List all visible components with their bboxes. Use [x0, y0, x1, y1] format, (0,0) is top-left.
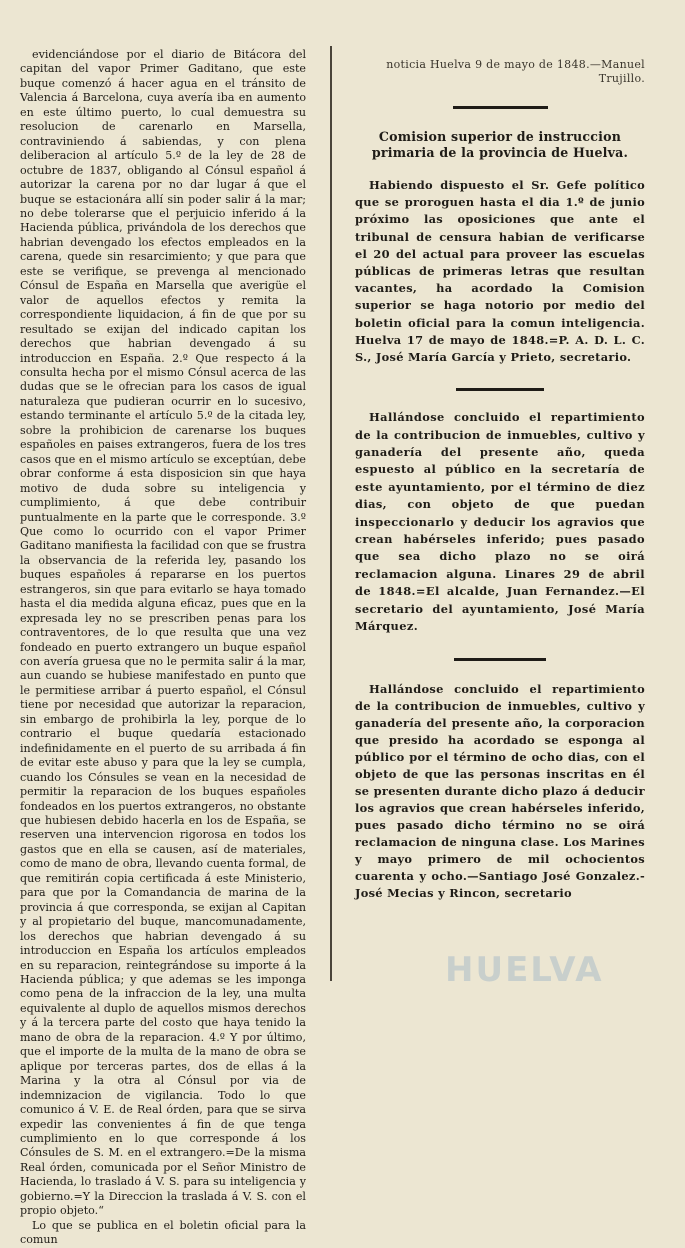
left-column-closing-line: Lo que se publica en el boletin oficial para la comun [20, 1218, 306, 1247]
section-rule [456, 388, 544, 391]
notice-heading: Comision superior de instruccion primaria de la provincia de Huelva. [371, 129, 629, 160]
left-column-paragraph: evidenciándose por el diario de Bitácora del capitan del vapor Primer Gaditano, que este buque comenzó á hacer agua en el tránsito de Valencia á Barcelona, cuya avería iba en aumento en este último puerto, lo cual demuestra su resolucion de carenarlo en Marsella, contraviniendo á sabiendas, y con plena deliberacion al artículo 5.º de la ley de 28 de octubre de 1837, obligando al Cónsul español á autorizar la carena por no dar lugar á que el buque se estacionára allí sin poder salir á la mar; no debe tolerarse que el perjuicio inferido á la Hacienda pública, privándola de los derechos que habrian devengado los efectos empleados en la carena, quede sin resarcimiento; y que para que este se verifique, se prevenga al mencionado Cónsul de España en Marsella que averigüe el valor de aquellos efectos y remita la correspondiente liquidacion, á fin de que por su resultado se exijan del indicado capitan los derechos que habrian devengado á su introduccion en España. 2.º Que respecto á la consulta hecha por el mismo Cónsul acerca de las dudas que se le ofrecian para los casos de igual naturaleza que pudieran ocurrir en lo sucesivo, estando terminante el artículo 5.º de la citada ley, sobre la prohibicion de carenarse los buques españoles en paises extrangeros, fuera de los tres casos que en el mismo artículo se exceptúan, debe obrar conforme á esta disposicion sin que haya motivo de duda sobre su inteligencia y cumplimiento, á que debe contribuir puntualmente en la parte que le corresponde. 3.º Que como lo ocurrido con el vapor Primer Gaditano manifiesta la facilidad con que se frustra la observancia de la referida ley, pasando los buques españoles á repararse en los puertos estrangeros, sin que para evitarlo se haya tomado hasta el dia medida alguna eficaz, pues que en la expresada ley no se prescriben penas para los contraventores, de lo que resulta que una vez fondeado en puerto extrangero un buque español con avería gruesa que no le permita salir á la mar, aun cuando se hubiese manifestado en punto que le permitiese arribar á puerto español, el Cónsul tiene por necesidad que autorizar la reparacion, sin embargo de prohibirla la ley, porque de lo contrario el buque quedaría estacionado indefinidamente en el puerto de su arribada á fin de evitar este abuso y para que la ley se cumpla, cuando los Cónsules se vean en la necesidad de permitir la reparacion de los buques españoles fondeados en los puertos extrangeros, no obstante que hubiesen debido hacerla en los de España, se reserven una intervencion rigorosa en todos los gastos que en ella se causen, así de materiales, como de mano de obra, llevando cuenta formal, de que remitirán copia certificada á este Ministerio, para que por la Comandancia de marina de la provincia á que corresponda, se exijan al Capitan y al propietario del buque, mancomunadamente, los derechos que habrian devengado á su introduccion en España los artículos empleados en su reparacion, reintegrándose su importe á la Hacienda pública; y que ademas se les imponga como pena de la infraccion de la ley, una multa equivalente al duplo de aquellos mismos derechos y á la tercera parte del costo que haya tenido la mano de obra de la reparacion. 4.º Y por último, que el importe de la multa de la mano de obra se aplique por terceras partes, dos de ellas á la Marina y la otra al Cónsul por via de indemnizacion de vigilancia. Todo lo que comunico á V. E. de Real órden, para que se sirva expedir las convenientes á fin de que tenga cumplimiento en lo que corresponde á los Cónsules de S. M. en el extrangero.=De la misma Real órden, comunicada por el Señor Ministro de Hacienda, lo traslado á V. S. para su inteligencia y gobierno.=Y la Direccion la traslada á V. S. con el propio objeto.“ [20, 48, 306, 1218]
notice-linares-tax: Hallándose concluido el repartimiento de la contribucion de inmuebles, cultivo y ganadería del presente año, queda espuesto al público en la secretaría de este ayuntamiento, por el término de diez dias, con objeto de que puedan inspeccionarlo y deducir los agravios que crean habérseles inferido; pues pasado que sea dicho plazo no se oirá reclamacion alguna. Linares 29 de abril de 1848.=El alcalde, Juan Fernandez.—El secretario del ayuntamiento, José María Márquez. [355, 410, 645, 634]
notice-los-marines-tax: Hallándose concluido el repartimiento de la contribucion de inmuebles, cultivo y ganadería del presente año, la corporacion que presido ha acordado se esponga al público por el término de ocho dias, con el objeto de que las personas inscritas en él se presenten durante dicho plazo á deducir los agravios que crean habérseles inferido, pues pasado dicho término no se oirá reclamacion de ninguna clase. Los Marines y mayo primero de mil ochocientos cuarenta y ocho.—Santiago José Gonzalez.-José Mecias y Rincon, secretario [355, 681, 645, 900]
section-rule [453, 106, 548, 109]
notice-exam-postponement: Habiendo dispuesto el Sr. Gefe político que se proroguen hasta el dia 1.º de junio próximo las oposiciones que ante el tribunal de censura habian de verificarse el 20 del actual para proveer las escuelas públicas de primeras letras que resultan vacantes, ha acordado la Comision superior se haga notorio por medio del boletin oficial para la comun inteligencia. Huelva 17 de mayo de 1848.=P. A. D. L. C. S., José María García y Prieto, secretario. [355, 178, 645, 365]
column-divider [330, 46, 332, 981]
archive-watermark: HUELVA [445, 950, 604, 990]
section-rule [454, 658, 546, 661]
continuation-line: noticia Huelva 9 de mayo de 1848.—Manuel Trujillo. [386, 58, 645, 85]
right-column [355, 58, 645, 902]
notice-commission [355, 129, 645, 366]
left-column [20, 48, 306, 1248]
